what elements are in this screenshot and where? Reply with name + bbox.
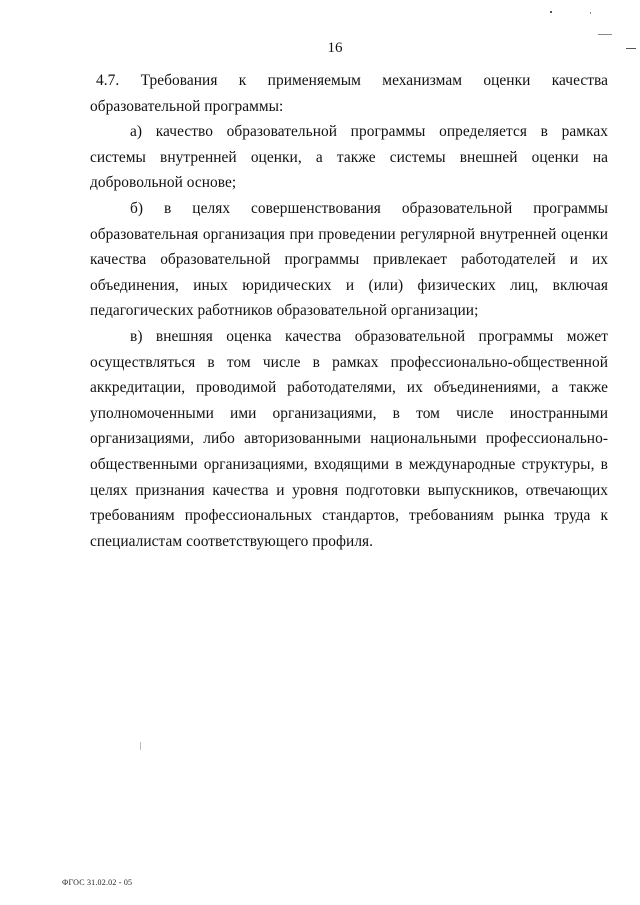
list-item-c: в) внешняя оценка качества образовательной программы может осуществляться в том числе в рамках профессионально-общественной аккредитации, проводимой работодателями, их объединениями, а также уполномоченными ими организациями, в том числе иностранными организациями, либо авторизованными национальными профессионально-общественными организациями, входящими в международные структуры, в целях признания качества и уровня подготовки выпускников, отвечающих требованиям профессиональных стандартов, требованиям рынка труда к специалистам соответствующего профиля. [90,327,608,550]
list-item-b: б) в целях совершенствования образовательной программы образовательная организация при проведении регулярной внутренней оценки качества образовательной программы привлекает работодателей и их объединения, иных юридических и (или) физических лиц, включая педагогических работников образовательной организации; [90,199,608,320]
list-item-a: а) качество образовательной программы определяется в рамках системы внутренней оценки, а также системы внешней оценки на добровольной основе; [90,123,608,192]
document-footer-code: ФГОС 31.02.02 - 05 [62,878,133,887]
page-number: 16 [327,40,343,56]
scan-artifact [140,742,141,750]
scan-artifact [590,12,591,14]
scan-artifact [550,11,552,13]
document-body [90,68,608,554]
section-heading-paragraph: 4.7. Требования к применяемым механизмам оценки качества образовательной программы: [90,72,608,115]
scan-artifact [598,34,612,35]
